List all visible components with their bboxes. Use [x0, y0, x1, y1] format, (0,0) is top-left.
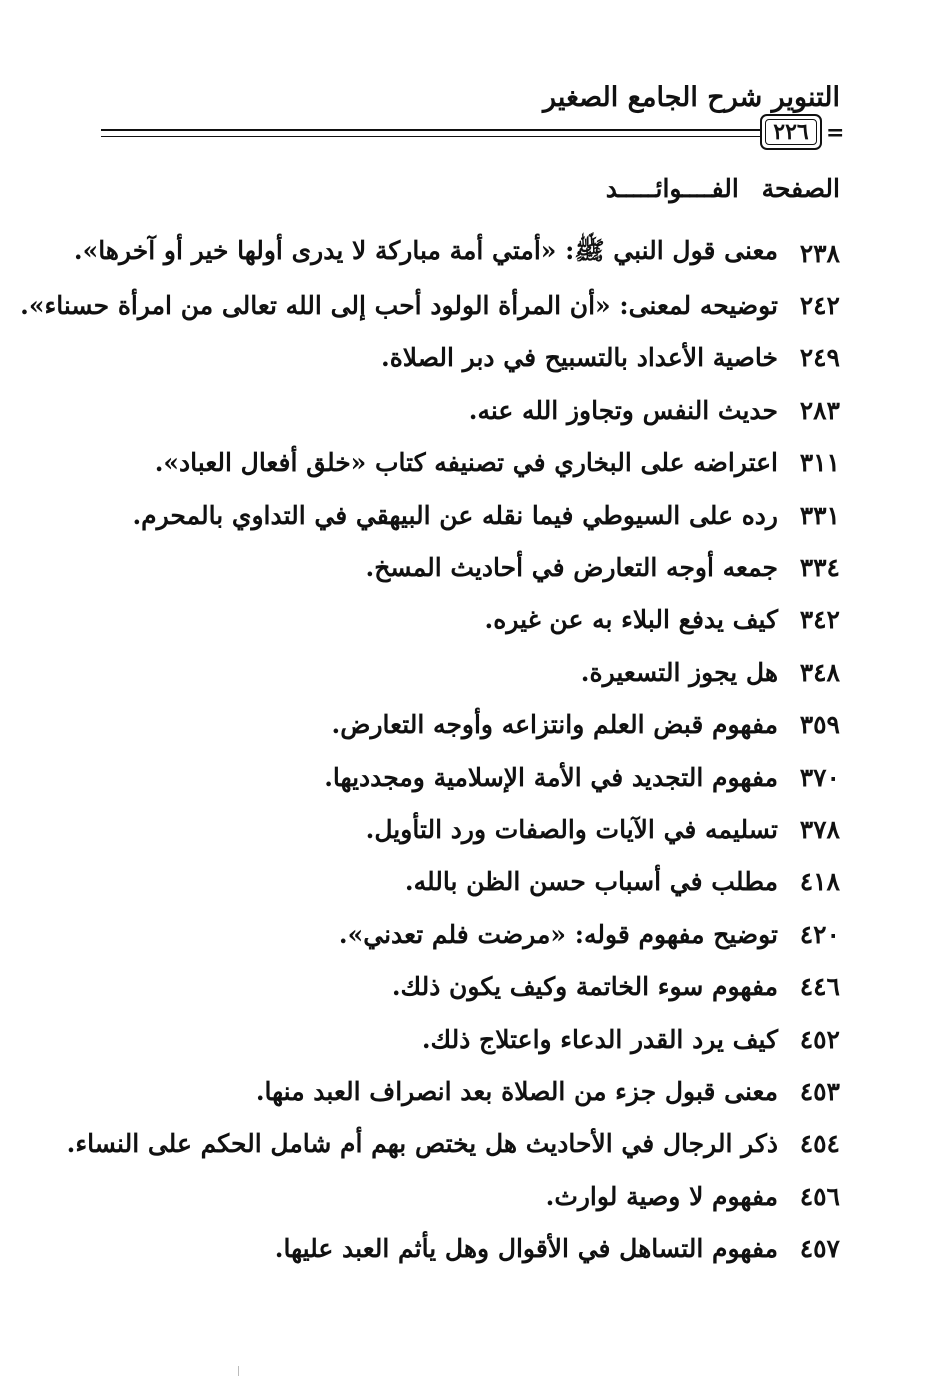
- entry-text: اعتراضه على البخاري في تصنيفه كتاب «خلق أفعال العباد».: [154, 448, 778, 478]
- header-edge-mark: =: [826, 120, 845, 146]
- index-entry: [100, 384, 840, 436]
- entry-page-number: ٤٥٢: [799, 1024, 840, 1054]
- scan-mark: [238, 1366, 239, 1376]
- entry-page-number: ٣٣٤: [799, 553, 840, 583]
- entry-page-number: ٣٤٢: [799, 605, 840, 635]
- entry-text: كيف يرد القدر الدعاء واعتلاج ذلك.: [421, 1024, 778, 1054]
- entry-text: مفهوم التساهل في الأقوال وهل يأثم العبد عليها.: [274, 1234, 778, 1264]
- entry-text: هل يجوز التسعيرة.: [580, 657, 778, 687]
- entry-page-number: ٣٣١: [799, 500, 840, 530]
- index-entry: [100, 803, 840, 855]
- entry-page-number: ٢٤٢: [799, 291, 840, 321]
- entry-text: مفهوم سوء الخاتمة وكيف يكون ذلك.: [391, 972, 778, 1002]
- entry-page-number: ٤٥٧: [799, 1234, 840, 1264]
- header-rule-bottom: [101, 136, 817, 137]
- entry-text: كيف يدفع البلاء به عن غيره.: [484, 605, 778, 635]
- benefits-index-list: [20, 227, 840, 1275]
- entry-text: حديث النفس وتجاوز الله عنه.: [468, 395, 778, 425]
- entry-text: توضيحه لمعنى: «أن المرأة الولود أحب إلى الله تعالى من امرأة حسناء».: [20, 291, 778, 321]
- entry-text: مفهوم لا وصية لوارث.: [545, 1181, 778, 1211]
- index-entry: [100, 1013, 840, 1065]
- column-benefits-label: الفــــوائـــــد: [605, 174, 739, 203]
- index-entry: [100, 856, 840, 908]
- page-number: ٢٢٦: [773, 119, 809, 145]
- entry-page-number: ٣٧٠: [799, 762, 840, 792]
- entry-page-number: ٣٤٨: [799, 657, 840, 687]
- entry-page-number: ٢٤٩: [799, 343, 840, 373]
- index-entry: [100, 646, 840, 698]
- entry-page-number: ٤٤٦: [799, 972, 840, 1002]
- index-entry: [100, 437, 840, 489]
- header-rule-top: [101, 129, 817, 131]
- index-entry: [20, 279, 840, 331]
- entry-page-number: ٣٥٩: [799, 710, 840, 740]
- index-entry: [66, 1118, 840, 1170]
- index-entry: [100, 332, 840, 384]
- index-entry: [100, 751, 840, 803]
- index-entry: [100, 594, 840, 646]
- entry-text: معنى قول النبي ﷺ: «أمتي أمة مباركة لا يدرى أولها خير أو آخرها».: [73, 235, 778, 265]
- entry-page-number: ٤٥٦: [799, 1181, 840, 1211]
- index-entry: [100, 1170, 840, 1222]
- index-entry: [100, 908, 840, 960]
- entry-page-number: ٤٥٤: [799, 1129, 840, 1159]
- entry-text: رده على السيوطي فيما نقله عن البيهقي في التداوي بالمحرم.: [132, 500, 778, 530]
- entry-page-number: ٤١٨: [799, 867, 840, 897]
- entry-text: ذكر الرجال في الأحاديث هل يختص بهم أم شامل الحكم على النساء.: [66, 1129, 778, 1159]
- entry-page-number: ٢٨٣: [799, 395, 840, 425]
- entry-text: جمعه أوجه التعارض في أحاديث المسخ.: [365, 553, 778, 583]
- page-number-frame: [760, 114, 822, 150]
- index-entry: [100, 699, 840, 751]
- entry-page-number: ٤٢٠: [799, 919, 840, 949]
- entry-text: مفهوم قبض العلم وانتزاعه وأوجه التعارض.: [331, 710, 778, 740]
- entry-text: مطلب في أسباب حسن الظن بالله.: [404, 867, 778, 897]
- entry-text: مفهوم التجديد في الأمة الإسلامية ومجدديها.: [324, 762, 778, 792]
- index-entry: [100, 489, 840, 541]
- index-entry: [100, 1222, 840, 1274]
- index-entry: [100, 1065, 840, 1117]
- entry-page-number: ٤٥٣: [799, 1076, 840, 1106]
- index-entry: [100, 960, 840, 1012]
- entry-page-number: ٣١١: [799, 448, 840, 478]
- column-page-label: الصفحة: [761, 174, 840, 203]
- entry-text: خاصية الأعداد بالتسبيح في دبر الصلاة.: [381, 343, 778, 373]
- running-header-title: التنوير شرح الجامع الصغير: [543, 82, 840, 113]
- entry-text: تسليمه في الآيات والصفات ورد التأويل.: [365, 814, 778, 844]
- entry-text: معنى قبول جزء من الصلاة بعد انصراف العبد منها.: [255, 1076, 778, 1106]
- entry-page-number: ٢٣٨: [799, 238, 840, 268]
- index-column-header: [606, 174, 840, 203]
- index-entry: [100, 541, 840, 593]
- entry-text: توضيح مفهوم قوله: «مرضت فلم تعدني».: [338, 919, 778, 949]
- index-entry: [73, 227, 840, 279]
- entry-page-number: ٣٧٨: [799, 814, 840, 844]
